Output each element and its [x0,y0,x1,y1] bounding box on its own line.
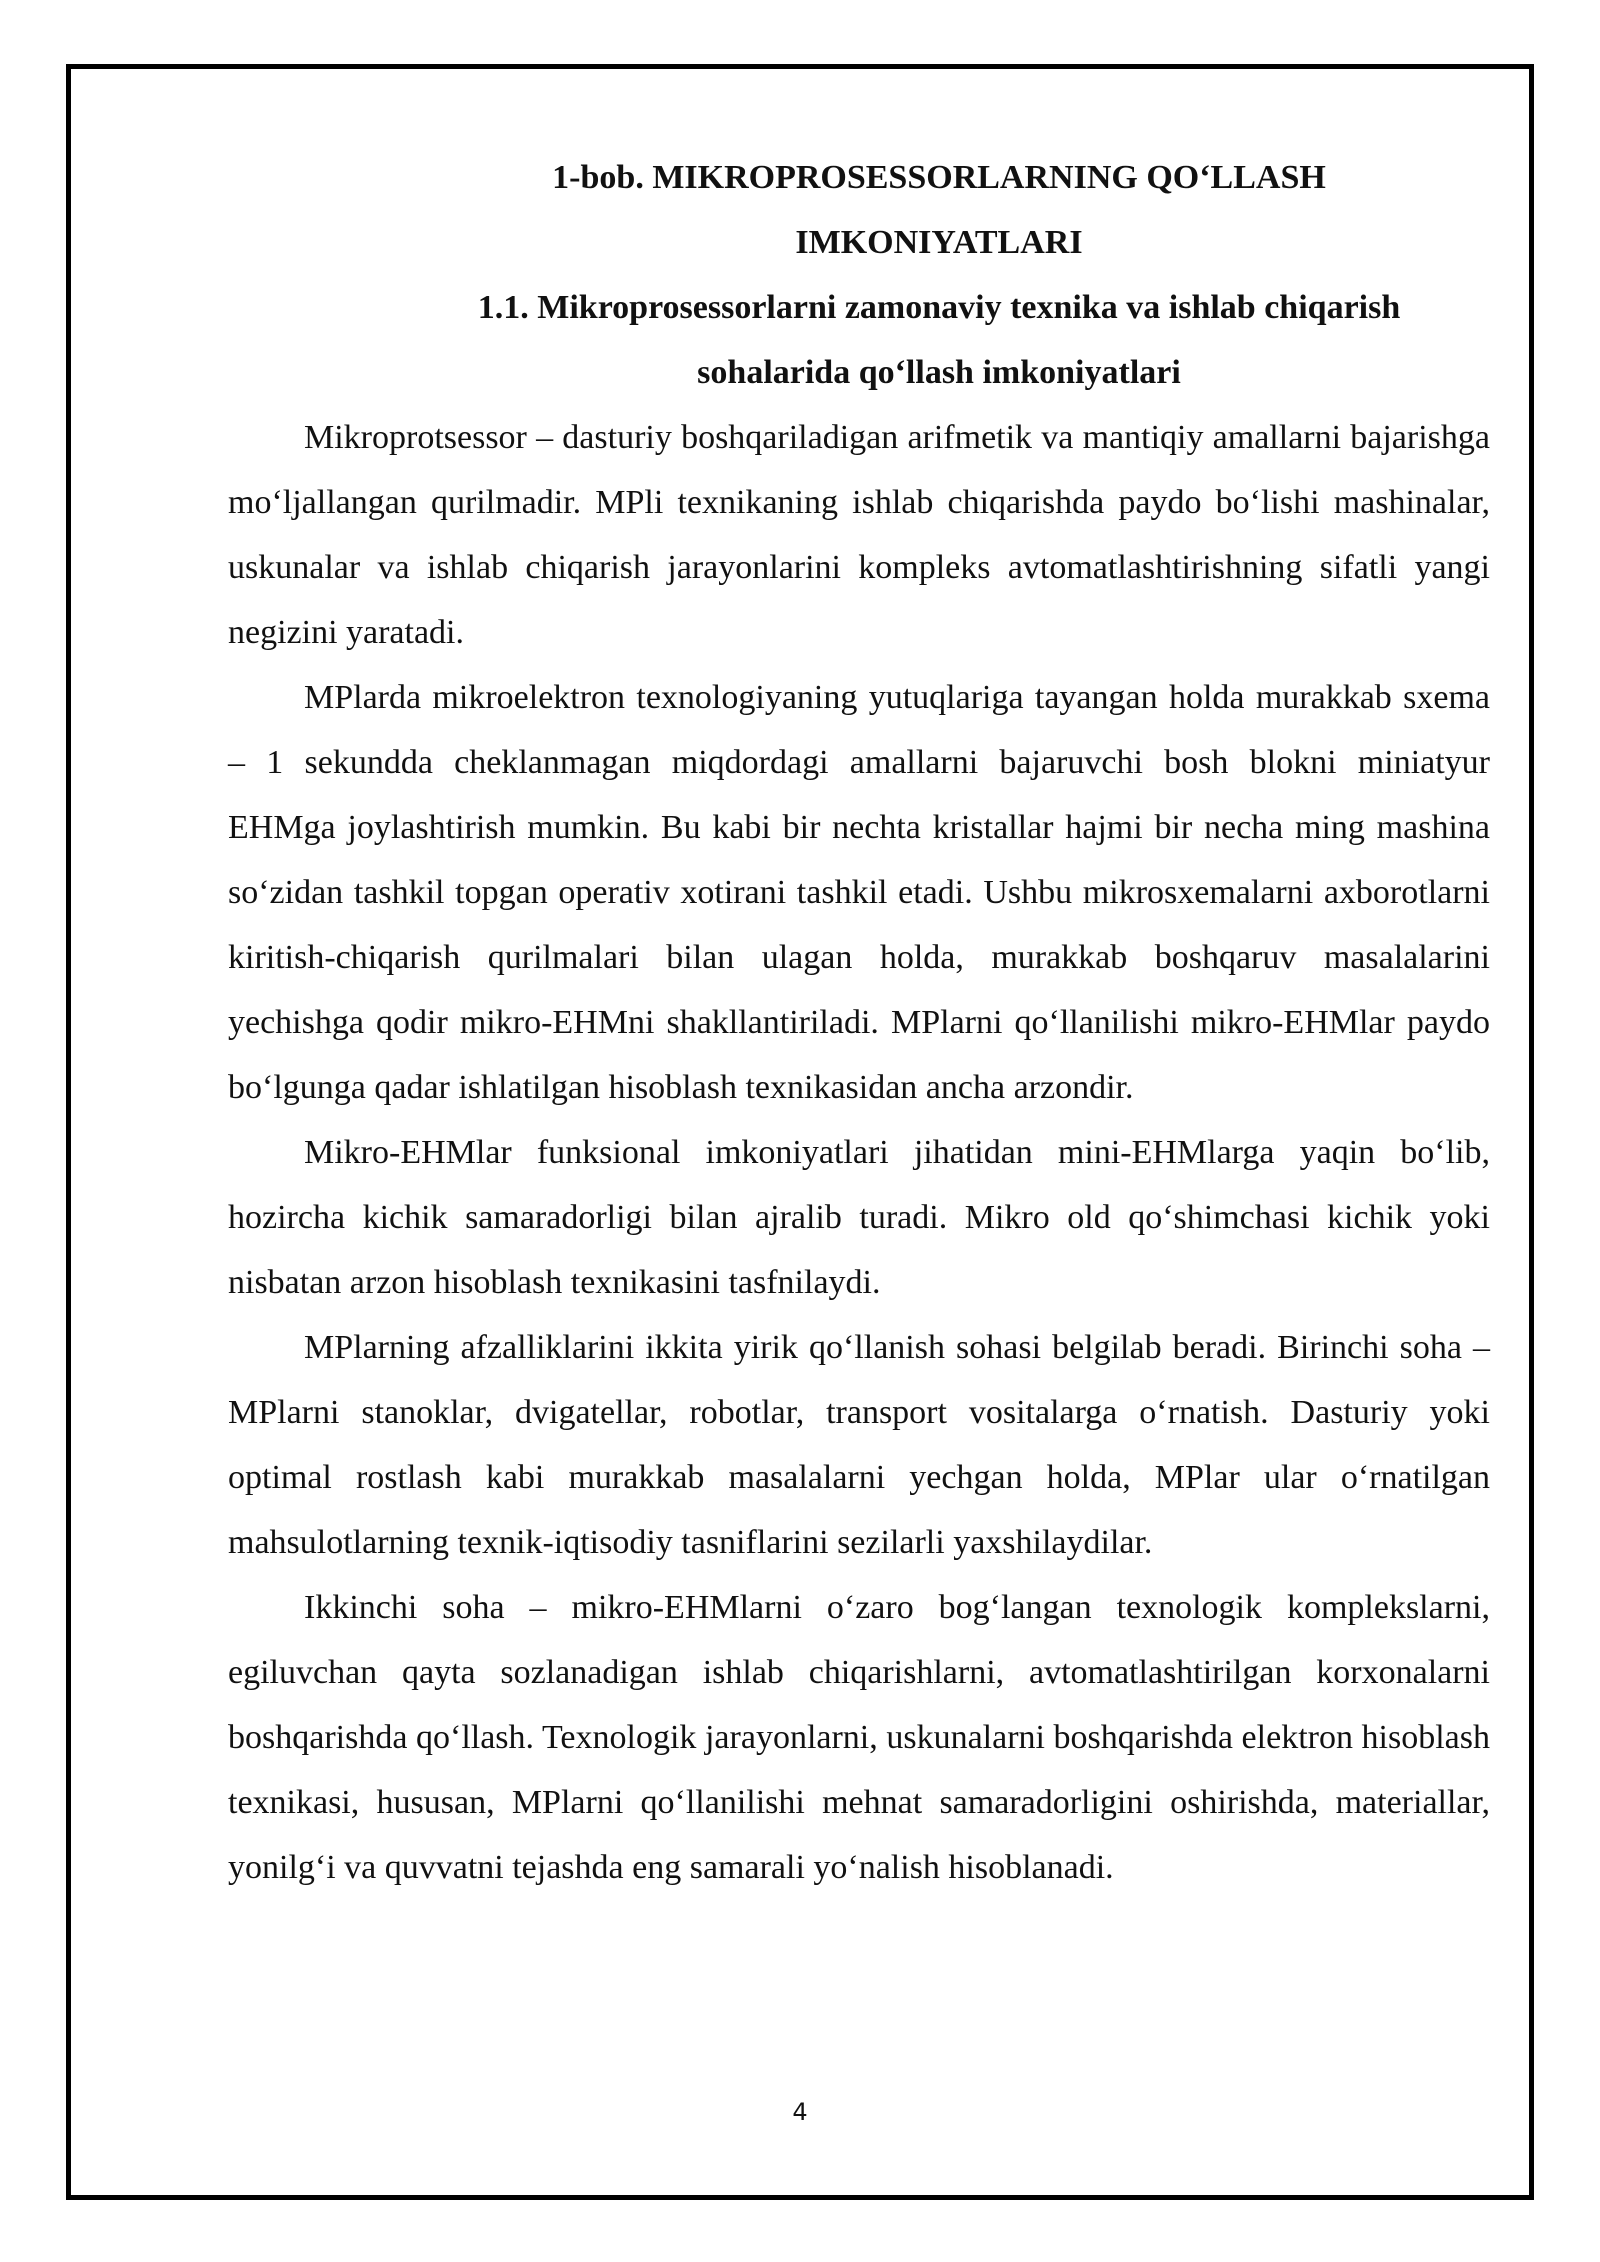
page-number: 4 [792,2098,808,2126]
paragraph-1: Mikroprotsessor – dasturiy boshqariladigan arifmetik va mantiqiy amallarni bajarishga mo‘ljallangan qurilmadir. MPli texnikaning ishlab chiqarishda paydo bo‘lishi mashinalar, uskunalar va ishlab chiqarish jarayonlarini kompleks avtomatlashtirishning sifatli yangi negizini yaratadi. [228,419,1490,651]
section-title [228,275,1490,405]
chapter-title [228,145,1490,275]
paragraph-3: Mikro-EHMlar funksional imkoniyatlari jihatidan mini-EHMlarga yaqin bo‘lib, hozircha kichik samaradorligi bilan ajralib turadi. Mikro old qo‘shimchasi kichik yoki nisbatan arzon hisoblash texnikasini tasfnilaydi. [228,1134,1490,1301]
section-title-line-2: sohalarida qo‘llash imkoniyatlari [697,354,1181,391]
document-body [228,145,1490,1900]
paragraph-5: Ikkinchi soha – mikro-EHMlarni o‘zaro bog‘langan texnologik komplekslarni, egiluvchan qayta sozlanadigan ishlab chiqarishlarni, avtomatlashtirilgan korxonalarni boshqarishda qo‘llash. Texnologik jarayonlarni, uskunalarni boshqarishda elektron hisoblash texnikasi, hususan, MPlarni qo‘llanilishi mehnat samaradorligini oshirishda, materiallar, yonilg‘i va quvvatni tejashda eng samarali yo‘nalish hisoblanadi. [228,1589,1490,1886]
paragraph-2: MPlarda mikroelektron texnologiyaning yutuqlariga tayangan holda murakkab sxema – 1 sekundda cheklanmagan miqdordagi amallarni bajaruvchi bosh blokni miniatyur EHMga joylashtirish mumkin. Bu kabi bir nechta kristallar hajmi bir necha ming mashina so‘zidan tashkil topgan operativ xotirani tashkil etadi. Ushbu mikrosxemalarni axborotlarni kiritish-chiqarish qurilmalari bilan ulagan holda, murakkab boshqaruv masalalarini yechishga qodir mikro-EHMni shakllantiriladi. MPlarni qo‘llanilishi mikro-EHMlar paydo bo‘lgunga qadar ishlatilgan hisoblash texnikasidan ancha arzondir. [228,679,1490,1106]
section-title-line-1: 1.1. Mikroprosessorlarni zamonaviy texnika va ishlab chiqarish [477,289,1401,326]
chapter-title-line-1: 1-bob. MIKROPROSESSORLARNING QO‘LLASH [552,159,1326,196]
chapter-title-line-2: IMKONIYATLARI [795,224,1083,261]
paragraph-4: MPlarning afzalliklarini ikkita yirik qo‘llanish sohasi belgilab beradi. Birinchi soha – MPlarni stanoklar, dvigatellar, robotlar, transport vositalarga o‘rnatish. Dasturiy yoki optimal rostlash kabi murakkab masalalarni yechgan holda, MPlar ular o‘rnatilgan mahsulotlarning texnik-iqtisodiy tasniflarini sezilarli yaxshilaydilar. [228,1329,1490,1561]
